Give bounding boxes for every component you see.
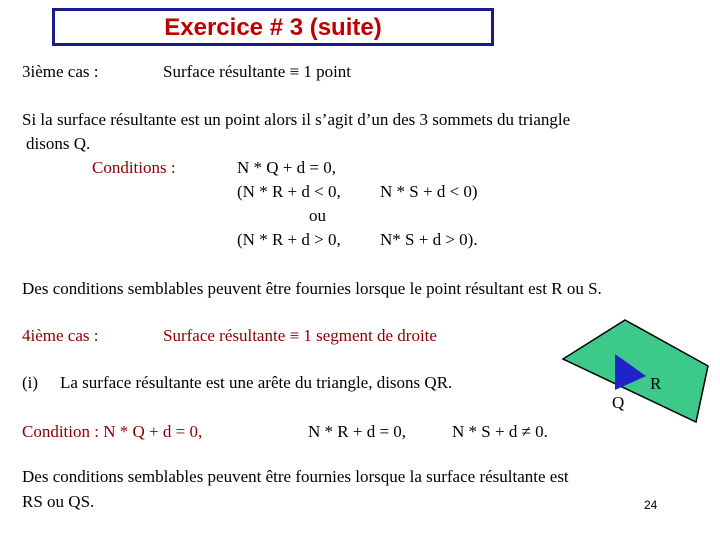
- page-number: 24: [644, 498, 658, 512]
- condition-eq3a: (N * R + d > 0,: [237, 230, 341, 249]
- slide-title: Exercice # 3 (suite): [164, 14, 382, 41]
- para3-line2: RS ou QS.: [22, 492, 95, 511]
- condition-eq3b: N* S + d > 0).: [380, 230, 478, 249]
- para1-line2: disons Q.: [26, 134, 91, 153]
- label-q: Q: [612, 393, 625, 412]
- case4-label: 4ième cas :: [22, 326, 99, 345]
- para1-line1: Si la surface résultante est un point alors il s’agit d’un des 3 sommets du triangle: [22, 110, 571, 129]
- condition-part1: Condition : N * Q + d = 0,: [22, 422, 203, 441]
- para2: Des conditions semblables peuvent être fournies lorsque le point résultant est R ou S.: [22, 279, 602, 298]
- condition-part2: N * R + d = 0,: [308, 422, 407, 441]
- para3-line1: Des conditions semblables peuvent être fournies lorsque la surface résultante est: [22, 467, 569, 486]
- case4-heading: Surface résultante ≡ 1 segment de droite: [163, 326, 437, 345]
- item-i-text: La surface résultante est une arête du triangle, disons QR.: [60, 373, 453, 392]
- conditions-label: Conditions :: [92, 158, 176, 177]
- case3-label: 3ième cas :: [22, 62, 99, 81]
- case3-heading: Surface résultante ≡ 1 point: [163, 62, 352, 81]
- label-r: R: [650, 374, 662, 393]
- condition-eq2a: (N * R + d < 0,: [237, 182, 341, 201]
- condition-or: ou: [309, 206, 326, 225]
- condition-eq2b: N * S + d < 0): [380, 182, 478, 201]
- condition-eq1: N * Q + d = 0,: [237, 158, 336, 177]
- condition-part3: N * S + d ≠ 0.: [452, 422, 548, 441]
- plane-triangle-figure: [560, 318, 710, 428]
- title-box: [52, 8, 494, 46]
- item-i-marker: (i): [22, 373, 39, 392]
